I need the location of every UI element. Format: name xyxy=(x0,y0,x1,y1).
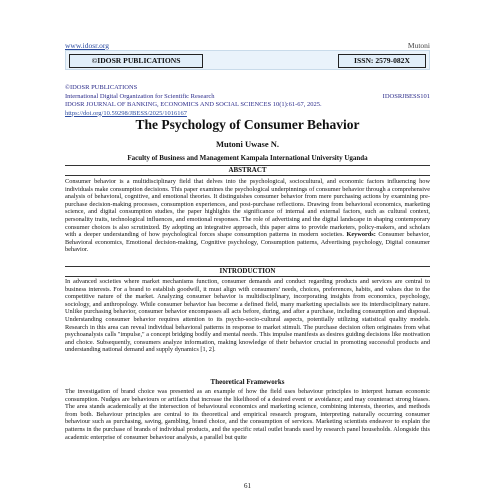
theory-text: The investigation of brand choice was presented as an example of how the field uses behaviour principles to interpret human economic consumption. Nudges are behaviours or artifacts that increase the likelihood of a desired event or avoidance; and may counteract strong biases. The area stands academically at the intersection of behavioural economics and marketing science, combining interests, theories, and methods from both. Behaviour principles are central to its theoretical and empirical research program, interpreting naturally occurring consumer behaviour such as purchasing, saving, gambling, brand choice, and the consumption of services. Marketing scientists endeavor to explain the patterns in the purchase of brands of individual products, and the specific retail outlet brands used by research panel households. Alongside this academic enterprise of consumer behaviour analysis, a parallel but quite xyxy=(65,388,430,441)
theory-heading: Theoretical Frameworks xyxy=(210,378,285,386)
divider xyxy=(65,276,430,277)
author-name: Mutoni Uwase N. xyxy=(215,139,280,149)
org-line: International Digital Organization for Scientific Research xyxy=(65,92,215,100)
journal-code: IDOSRJBESS101 xyxy=(382,92,430,100)
doi-link[interactable]: https://doi.org/10.59298/JBESS/2025/1016167 xyxy=(65,109,187,117)
abstract-heading: ABSTRACT xyxy=(228,166,267,174)
running-author: Mutoni xyxy=(407,41,430,50)
keywords-text: Consumer behavior, Behavioral economics, Emotional decision-making, Cognitive psychology, Consumption patterns, Advertising psychology, Digital consumer behavior. xyxy=(65,231,431,254)
site-link[interactable]: www.idosr.org xyxy=(65,41,109,50)
issn-badge: ISSN: 2579-082X xyxy=(338,54,426,68)
publisher-badge: ©IDOSR PUBLICATIONS xyxy=(69,54,203,68)
keywords-label: Keywords: xyxy=(346,231,376,239)
page-number: 61 xyxy=(244,482,251,490)
journal-line: IDOSR JOURNAL OF BANKING, ECONOMICS AND SOCIAL SCIENCES 10(1):61-67, 2025. xyxy=(65,101,322,108)
introduction-heading: INTRODUCTION xyxy=(219,267,276,275)
running-header xyxy=(65,41,430,50)
publisher-banner xyxy=(65,50,430,70)
divider xyxy=(65,175,430,176)
paper-title: The Psychology of Consumer Behavior xyxy=(135,117,360,132)
abstract-body xyxy=(65,178,430,254)
affiliation: Faculty of Business and Management Kampala International University Uganda xyxy=(127,154,368,162)
publisher-line: ©IDOSR PUBLICATIONS xyxy=(65,84,138,91)
journal-info xyxy=(65,84,430,118)
abstract-text: Consumer behavior is a multidisciplinary field that delves into the psychological, sociocultural, and economic factors influencing how individuals make consumption decisions. This paper examines the psychological underpinnings of consumer behavior through a comprehensive analysis of behavioral, cognitive, and emotional theories. It distinguishes consumer behavior from mere purchasing actions by examining pre-purchase decision-making processes, consumption experiences, and post-purchase reflections. Drawing from behavioral economics, marketing science, and digital consumption studies, the paper highlights the significance of internal and external factors, such as cultural context, personality traits, technological influences, and emotional responses. The role of advertising and the digital landscape in shaping contemporary consumer choices is also scrutinized. By adopting an integrative approach, this paper aims to provide marketers, policy-makers, and scholars with a deeper understanding of how psychological forces shape consumption patterns in modern societies. xyxy=(65,178,430,239)
introduction-text: In advanced societies where market mechanisms function, consumer demands and conduct regarding products and services are central to business interests. For a brand to establish goodwill, it must align with consumers' needs, choices, preferences, habits, and values due to the competitive nature of the market. Analyzing consumer behavior is multidisciplinary, incorporating insights from economics, psychology, sociology, and anthropology. While consumer behavior has become a defined field, many marketing specialists see its interdisciplinary nature. Unlike purchasing behavior, consumer behavior encompasses all acts before, during, and after a purchase, including consumption and disposal. Understanding consumer behavior requires attention to its psycho-socio-cultural aspects, potentially utilizing statistical quality models. Research in this area can reveal individual behavioral patterns in response to market stimuli. The purchase decision often originates from what psychoanalysis calls "impulse," a concept bridging bodily and mental needs. This impulse manifests as desires guiding decisions like motivation and choice. Subsequently, consumers analyze information, making knowledge of their behavior crucial in promoting successful products and understanding national demand and supply dynamics [1, 2]. xyxy=(65,278,430,354)
